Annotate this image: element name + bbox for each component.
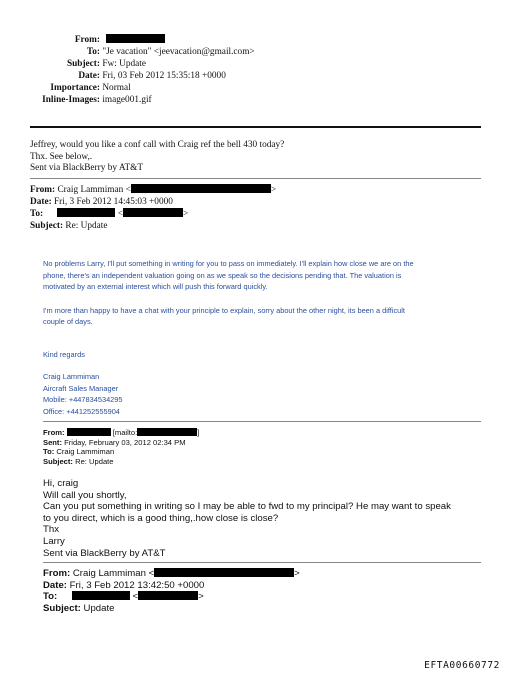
header-date-row xyxy=(0,70,255,82)
redaction-block xyxy=(131,184,271,193)
fwd1-subject-row xyxy=(30,221,276,233)
header-inline-images-row xyxy=(0,94,255,106)
signature-title: Aircraft Sales Manager xyxy=(43,383,119,393)
fwd3-from-value: Craig Lammiman < xyxy=(72,568,155,579)
fwd2-subject-value: Re: Update xyxy=(75,456,114,466)
fwd3-to-label: To: xyxy=(43,591,58,603)
redaction-block xyxy=(138,591,198,600)
message-line: Sent via BlackBerry by AT&T xyxy=(43,547,166,559)
forward-header-3 xyxy=(43,568,300,614)
fwd2-to-value: Craig Lammiman xyxy=(56,447,115,457)
fwd2-to-row xyxy=(43,447,199,457)
signature-name: Craig Lammiman xyxy=(43,372,100,381)
header-subject-row xyxy=(0,58,255,70)
fwd1-to-mid: < xyxy=(117,209,123,219)
message-line: to you direct, which is a good thing,.how close is close? xyxy=(43,512,279,524)
redaction-block xyxy=(57,208,115,217)
fwd2-subject-label: Subject: xyxy=(43,456,73,466)
fwd2-to-label: To: xyxy=(43,447,55,457)
header-to-label: To: xyxy=(86,47,100,57)
fwd3-date-label: Date: xyxy=(43,579,67,591)
header-inline-images-label: Inline-Images: xyxy=(42,95,100,105)
fwd1-date-value: Fri, 3 Feb 2012 14:45:03 +0000 xyxy=(54,196,173,207)
fwd3-date-value: Fri, 3 Feb 2012 13:42:50 +0000 xyxy=(69,579,205,591)
fwd3-subject-row xyxy=(43,603,300,615)
message-divider xyxy=(43,562,481,563)
header-divider xyxy=(30,126,481,128)
header-date-value: Fri, 03 Feb 2012 15:35:18 +0000 xyxy=(102,71,226,81)
fwd2-sent-label: Sent: xyxy=(43,437,62,447)
reply-line: motivated by an external interest which will push this forward quickly. xyxy=(43,282,268,291)
redaction-block xyxy=(67,428,111,436)
fwd2-from-row xyxy=(43,428,199,438)
fwd3-subject-value: Update xyxy=(83,602,115,614)
forward-header-1 xyxy=(30,184,276,232)
header-importance-row xyxy=(0,82,255,94)
redaction-block xyxy=(72,591,130,600)
fwd3-to-suffix: > xyxy=(198,591,204,603)
fwd2-sent-row xyxy=(43,438,199,448)
fwd2-sent-value: Friday, February 03, 2012 02:34 PM xyxy=(64,437,186,447)
fwd1-from-value: Craig Lammiman < xyxy=(57,185,131,195)
header-from-label: From: xyxy=(74,35,100,45)
reply-line: couple of days. xyxy=(43,317,93,326)
reply-line: I'm more than happy to have a chat with your principle to explain, sorry about the other night, its been a difficult xyxy=(43,305,405,315)
craig-reply-body xyxy=(43,258,414,417)
fwd3-from-row xyxy=(43,568,300,580)
message-body xyxy=(30,140,284,175)
message-line: Jeffrey, would you like a conf call with Craig ref the bell 430 today? xyxy=(30,140,285,150)
redaction-block xyxy=(106,34,165,43)
redaction-block xyxy=(154,568,294,577)
fwd3-from-suffix: > xyxy=(294,568,300,579)
message-line: Hi, craig xyxy=(43,478,79,489)
reply-line: No problems Larry, I'll put something in writing for you to pass on immediately. I'll explain how close we are on the xyxy=(43,259,414,268)
fwd1-from-label: From: xyxy=(30,185,56,195)
larry-message-body xyxy=(43,478,451,559)
fwd1-subject-value: Re: Update xyxy=(65,220,108,231)
fwd1-to-suffix: > xyxy=(183,209,189,219)
message-line: Can you put something in writing so I may be able to fwd to my principal? He may want to speak xyxy=(43,501,451,513)
signature-office: Office: +441252555904 xyxy=(43,406,120,416)
fwd2-from-label: From: xyxy=(43,428,65,437)
fwd2-mailto: [mailto: xyxy=(112,428,138,437)
signature-mobile: Mobile: +447834534295 xyxy=(43,395,123,404)
fwd2-subject-row xyxy=(43,457,199,467)
email-header xyxy=(0,34,255,106)
header-to-value: "Je vacation" <jeevacation@gmail.com> xyxy=(102,47,255,57)
fwd1-to-label: To: xyxy=(30,209,44,219)
message-line: Will call you shortly, xyxy=(43,489,127,501)
fwd1-to-row xyxy=(30,208,276,221)
header-to-row xyxy=(0,46,255,58)
sign-off: Kind regards xyxy=(43,349,85,359)
redaction-block xyxy=(123,208,183,217)
fwd1-date-label: Date: xyxy=(30,196,52,207)
fwd2-mailto-end: ] xyxy=(197,428,200,437)
header-from-row xyxy=(0,34,255,46)
header-importance-value: Normal xyxy=(102,83,131,93)
message-divider xyxy=(30,178,481,179)
reply-divider xyxy=(43,421,481,422)
header-subject-label: Subject: xyxy=(66,59,100,69)
fwd1-subject-label: Subject: xyxy=(30,220,64,231)
fwd3-date-row xyxy=(43,580,300,592)
header-subject-value: Fw: Update xyxy=(102,59,146,69)
bates-number: EFTA00660772 xyxy=(424,660,500,671)
fwd1-from-suffix: > xyxy=(270,185,277,195)
reply-line: phone, there's an independent valuation going on as we speak so the decisions pending that. The valuation is xyxy=(43,270,402,280)
fwd3-subject-label: Subject: xyxy=(43,602,81,614)
redaction-block xyxy=(137,428,200,437)
message-line: Thx. See below,. xyxy=(30,151,93,162)
message-line: Thx xyxy=(43,524,59,536)
forward-header-2 xyxy=(43,428,199,466)
fwd1-date-row xyxy=(30,197,276,209)
header-inline-images-value: image001.gif xyxy=(102,95,152,105)
message-line: Sent via BlackBerry by AT&T xyxy=(30,163,144,173)
header-date-label: Date: xyxy=(78,71,100,81)
header-importance-label: Importance: xyxy=(50,83,100,93)
fwd1-from-row xyxy=(30,184,276,197)
fwd3-to-row xyxy=(43,591,300,603)
fwd3-to-mid: < xyxy=(132,591,139,603)
fwd3-from-label: From: xyxy=(43,568,71,579)
message-line: Larry xyxy=(43,535,65,547)
